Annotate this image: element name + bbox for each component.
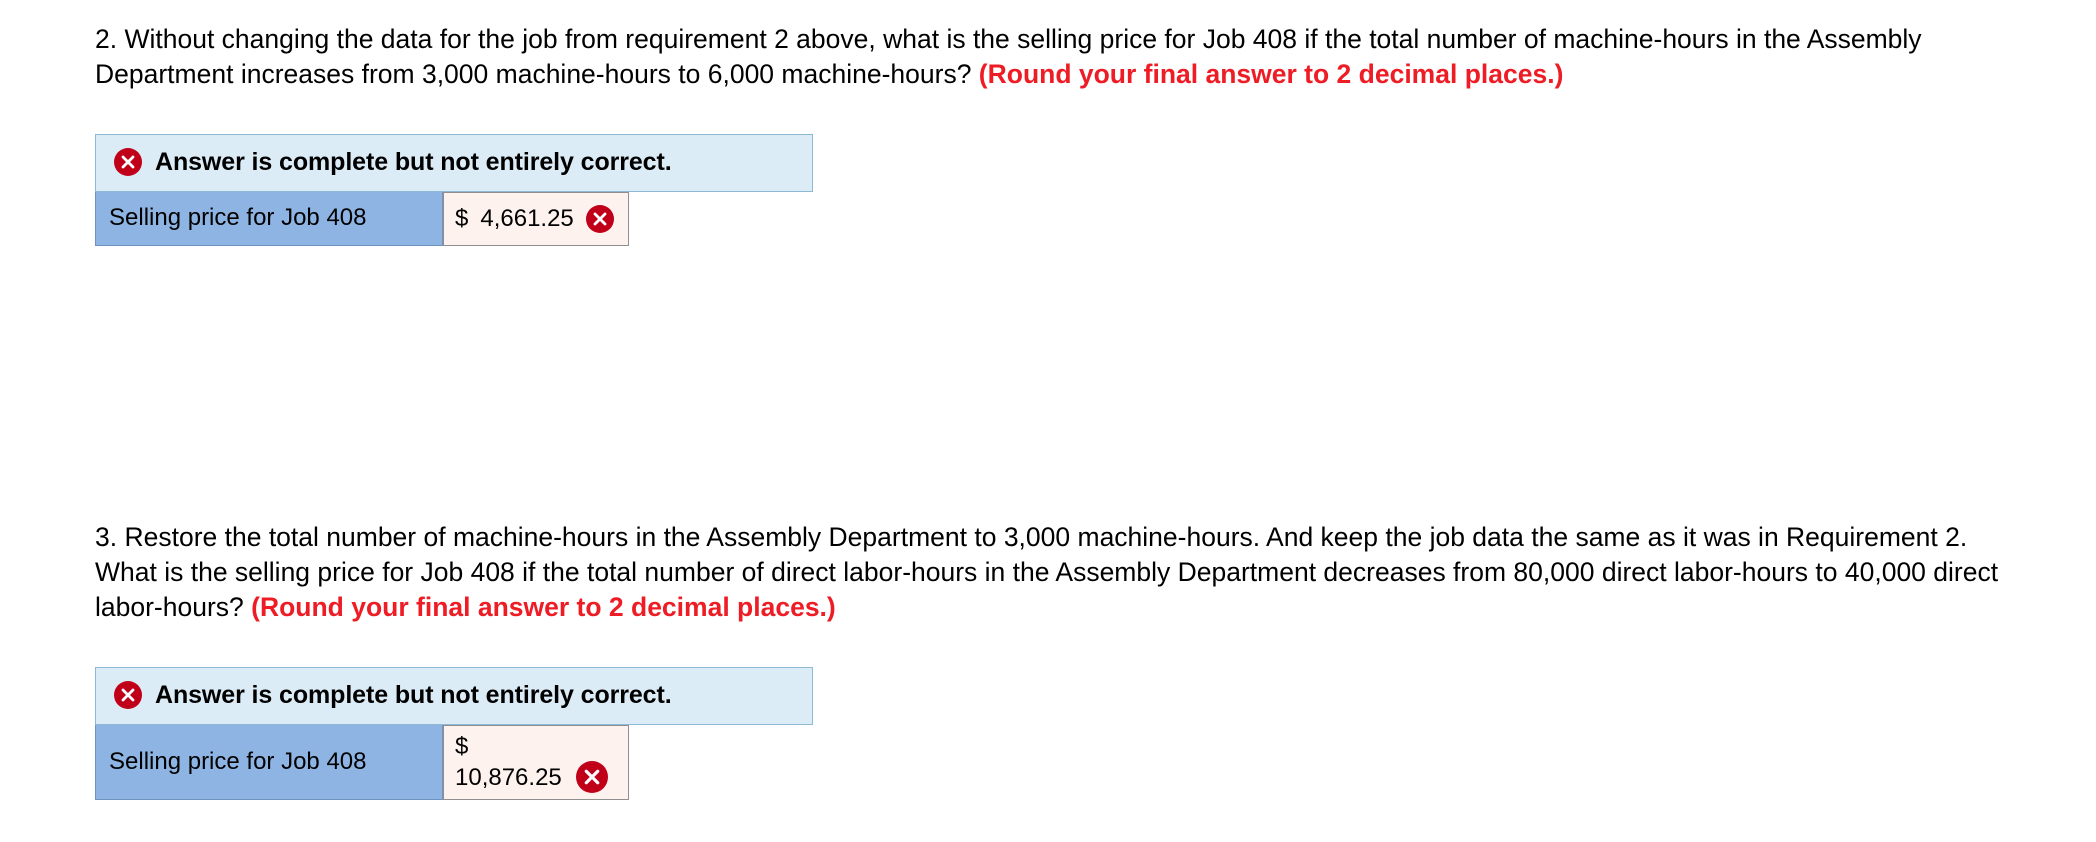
question-3-rounding-note: (Round your final answer to 2 decimal places.)	[251, 591, 836, 622]
question-2-text	[95, 22, 2005, 92]
answer-amount-3: 10,876.25	[455, 763, 562, 791]
answer-amount-line-3	[455, 761, 608, 793]
answer-input-2[interactable]	[443, 192, 629, 246]
answer-status-banner-2	[95, 134, 813, 192]
answer-amount-2: 4,661.25	[480, 204, 574, 232]
question-block-2	[95, 22, 2005, 246]
answer-value-stack-3	[455, 732, 608, 793]
answer-status-text-3: Answer is complete but not entirely correct.	[155, 680, 672, 709]
question-2-prompt: 2. Without changing the data for the job from requirement 2 above, what is the selling price for Job 408 if the total number of machine-hours in the Assembly Department increases from 3,000 machine-hours to 6,000 machine-hours?	[95, 24, 1922, 89]
answer-row-3	[95, 725, 2005, 800]
answer-status-text-2: Answer is complete but not entirely correct.	[155, 147, 672, 176]
answer-currency-3: $	[455, 732, 469, 760]
answer-label-3: Selling price for Job 408	[95, 725, 443, 800]
answer-currency-2: $	[455, 204, 469, 232]
error-x-icon	[586, 205, 614, 233]
answer-status-banner-3	[95, 667, 813, 725]
error-x-icon	[114, 681, 142, 709]
question-3-prompt: 3. Restore the total number of machine-hours in the Assembly Department to 3,000 machine-hours. And keep the job data the same as it was in Requirement 2. What is the selling price for Job 408 if the total number of direct labor-hours in the Assembly Department decreases from 80,000 direct labor-hours to 40,000 direct labor-hours?	[95, 522, 1999, 622]
question-block-3	[95, 520, 2005, 800]
error-x-icon	[576, 761, 608, 793]
question-2-rounding-note: (Round your final answer to 2 decimal places.)	[978, 58, 1564, 89]
answer-row-2	[95, 192, 2005, 246]
error-x-icon	[114, 148, 142, 176]
answer-input-3[interactable]	[443, 725, 629, 800]
answer-label-2: Selling price for Job 408	[95, 192, 443, 246]
question-3-text	[95, 520, 2005, 625]
